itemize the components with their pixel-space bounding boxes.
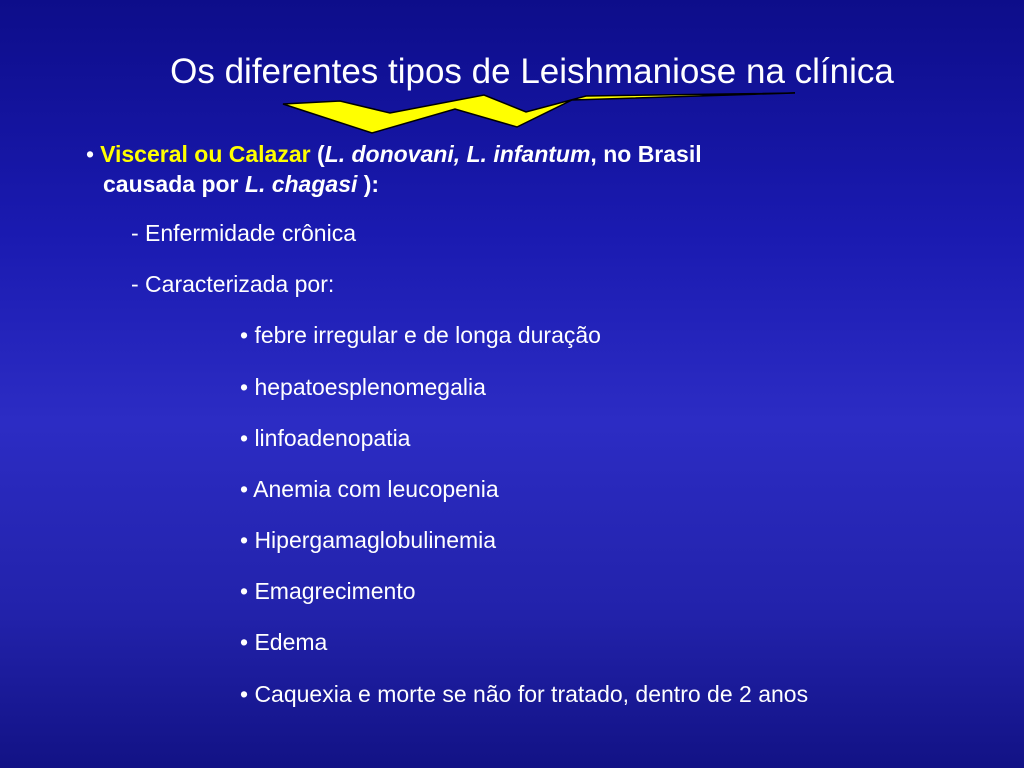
- mid-text: , no Brasil: [590, 141, 702, 167]
- main-bullet-line2: [86, 169, 906, 199]
- detail-item: • Emagrecimento: [240, 578, 416, 604]
- detail-item: • Caquexia e morte se não for tratado, dentro de 2 anos: [240, 681, 809, 707]
- detail-item: • hepatoesplenomegalia: [240, 374, 486, 400]
- detail-item: • Edema: [240, 629, 328, 655]
- slide-title: Os diferentes tipos de Leishmaniose na clínica: [170, 52, 894, 91]
- species-names: L. donovani, L. infantum: [324, 141, 591, 167]
- highlight-term: Visceral ou Calazar: [100, 141, 311, 167]
- detail-item: • Hipergamaglobulinemia: [240, 527, 497, 553]
- close-paren: ):: [363, 171, 380, 197]
- detail-item: • febre irregular e de longa duração: [240, 322, 601, 348]
- sub-item-chronic: - Enfermidade crônica: [131, 220, 356, 246]
- line2-text: causada por: [103, 171, 239, 197]
- species-chagasi: L. chagasi: [244, 171, 358, 197]
- bullet-dot: •: [86, 141, 95, 167]
- sub-item-characterized: - Caracterizada por:: [131, 271, 335, 297]
- detail-item: • linfoadenopatia: [240, 425, 411, 451]
- detail-item: • Anemia com leucopenia: [240, 476, 499, 502]
- open-paren: (: [316, 141, 325, 167]
- main-bullet: [86, 139, 906, 199]
